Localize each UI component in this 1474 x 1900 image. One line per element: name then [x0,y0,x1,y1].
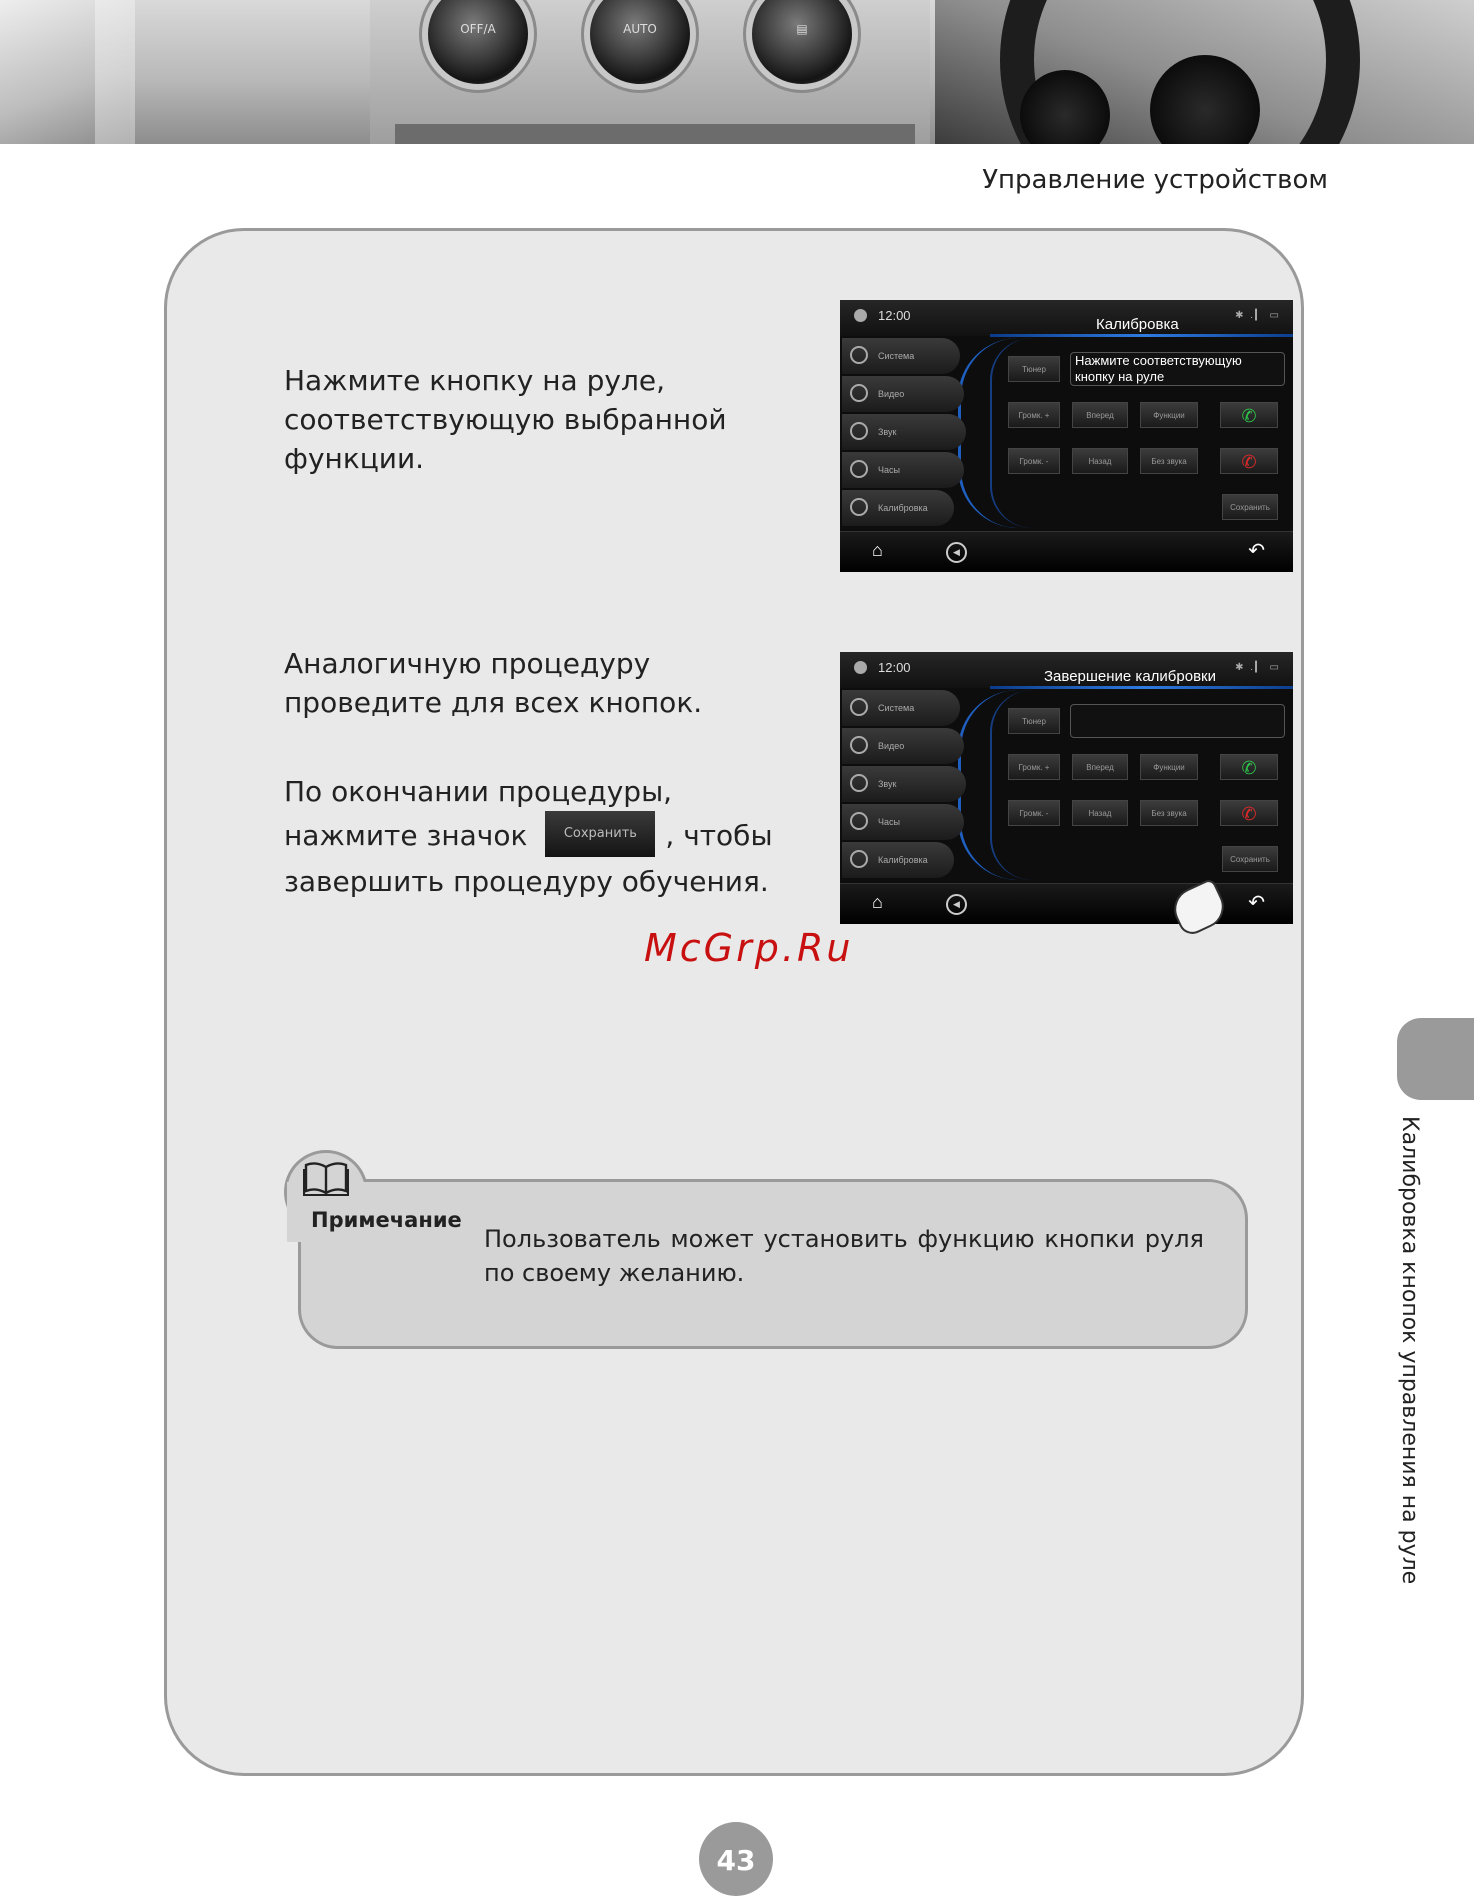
instruction-before: По окончании процедуры, нажмите значок [284,775,673,852]
back-arrow-icon[interactable]: ↶ [1248,892,1265,914]
call-answer-icon[interactable]: ✆ [1220,754,1278,780]
accent-line [990,334,1293,337]
screen-title: Завершение калибровки [1044,668,1216,685]
step2-text: Аналогичную процедуру проведите для всех кнопок. [284,647,703,719]
tuner-button[interactable]: Тюнер [1008,708,1060,734]
home-icon[interactable]: ⌂ [872,540,883,560]
save-button[interactable]: Сохранить [1222,494,1278,520]
header-banner-image [0,0,1474,144]
sidebar-item-calibration[interactable]: Калибровка [842,842,954,878]
note-label: Примечание [311,1208,462,1232]
knob-icon: AUTO [590,0,690,84]
volume-up-button[interactable]: Громк. + [1008,754,1060,780]
sidebar-item-clock[interactable]: Часы [842,452,964,488]
bottom-bar [840,531,1293,572]
screen-calibration-complete [840,652,1293,924]
screen-title: Калибровка [1096,316,1179,333]
functions-button[interactable]: Функции [1140,402,1198,428]
mute-button[interactable]: Без звука [1140,800,1198,826]
mute-icon[interactable]: ◀ [946,542,967,563]
system-icon [850,698,868,716]
clock-icon [850,460,868,478]
home-icon[interactable]: ⌂ [872,892,883,912]
accent-line [990,686,1293,689]
chapter-label: Калибровка кнопок управления на руле [1397,1116,1422,1585]
message-box [1070,704,1285,738]
mute-button[interactable]: Без звука [1140,448,1198,474]
sidebar [840,688,970,883]
call-answer-icon[interactable]: ✆ [1220,402,1278,428]
instruction-after: , чтобы завершить процедуру обучения. [284,819,773,898]
volume-up-button[interactable]: Громк. + [1008,402,1060,428]
video-icon [850,736,868,754]
watermark: McGrp.Ru [644,926,854,970]
back-button[interactable]: Назад [1072,448,1128,474]
music-icon [850,422,868,440]
volume-down-button[interactable]: Громк. - [1008,800,1060,826]
status-bar [840,652,1293,688]
sidebar-item-clock[interactable]: Часы [842,804,964,840]
screen-calibration [840,300,1293,572]
status-bar [840,300,1293,336]
settings-icon [854,661,867,674]
mute-icon[interactable]: ◀ [946,894,967,915]
sidebar-item-sound[interactable]: Звук [842,414,966,450]
page-number: 43 [699,1822,773,1896]
call-end-icon[interactable]: ✆ [1220,800,1278,826]
knob-icon: OFF/A [428,0,528,84]
status-icons: ✱ .▎ ▭ [1235,310,1281,321]
message-box: Нажмите соответствующую кнопку на руле [1070,352,1285,386]
clock: 12:00 [878,660,911,675]
sidebar-item-system[interactable]: Система [842,338,960,374]
step1-text: Нажмите кнопку на руле, соответствующую выбранной функции. [284,364,727,475]
back-arrow-icon[interactable]: ↶ [1248,540,1265,562]
sidebar-item-video[interactable]: Видео [842,728,964,764]
forward-button[interactable]: Вперед [1072,402,1128,428]
chapter-tab [1397,1018,1474,1100]
functions-button[interactable]: Функции [1140,754,1198,780]
bottom-bar [840,883,1293,924]
status-icons: ✱ .▎ ▭ [1235,662,1281,673]
clock: 12:00 [878,308,911,323]
save-button-image: Сохранить [545,811,655,857]
music-icon [850,774,868,792]
save-button[interactable]: Сохранить [1222,846,1278,872]
video-icon [850,384,868,402]
tuner-button[interactable]: Тюнер [1008,356,1060,382]
step2-instruction [284,770,804,904]
volume-down-button[interactable]: Громк. - [1008,448,1060,474]
back-button[interactable]: Назад [1072,800,1128,826]
system-icon [850,346,868,364]
section-title: Управление устройством [982,165,1328,195]
clock-icon [850,812,868,830]
note-text: Пользователь может установить функцию кнопки руля по своему желанию. [484,1225,1204,1287]
steering-wheel-icon [850,850,868,868]
sidebar [840,336,970,531]
book-icon [303,1161,349,1197]
knob-icon: ▤ [752,0,852,84]
steering-wheel-icon [850,498,868,516]
sidebar-item-video[interactable]: Видео [842,376,964,412]
forward-button[interactable]: Вперед [1072,754,1128,780]
call-end-icon[interactable]: ✆ [1220,448,1278,474]
sidebar-item-sound[interactable]: Звук [842,766,966,802]
settings-icon [854,309,867,322]
sidebar-item-calibration[interactable]: Калибровка [842,490,954,526]
sidebar-item-system[interactable]: Система [842,690,960,726]
